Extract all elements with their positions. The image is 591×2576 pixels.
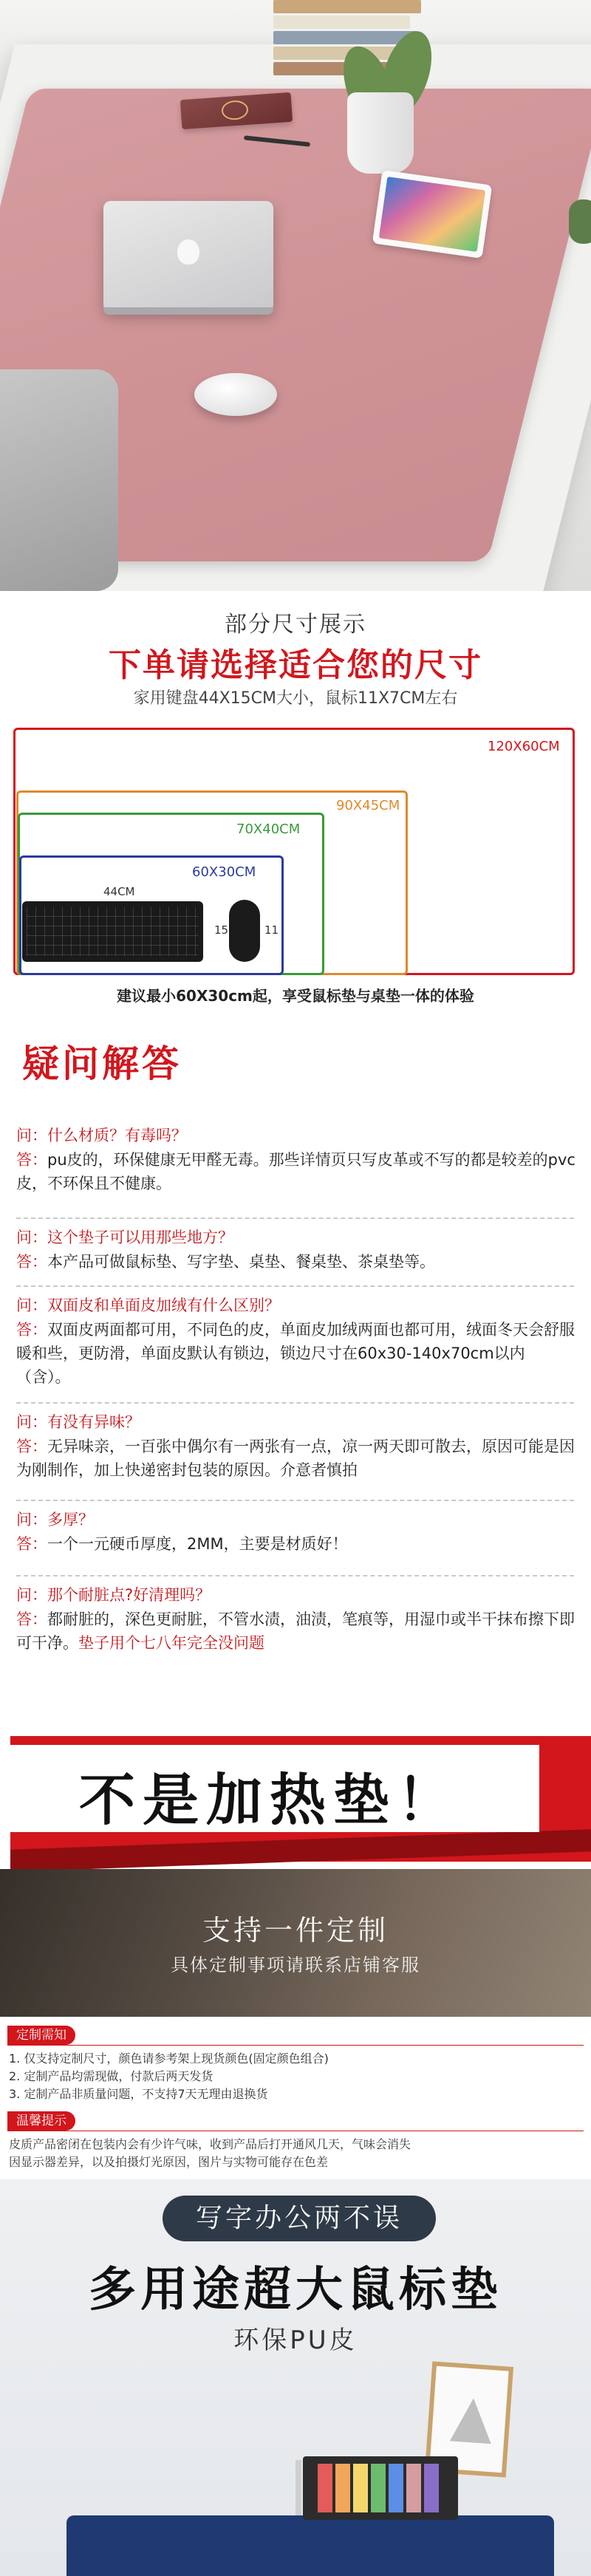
notice-section [0,2017,591,2179]
faq-section [0,1019,591,1736]
size-label-120x60: 120X60CM [488,739,560,754]
plant-pot-image [347,92,414,174]
faq-answer [16,1532,578,1556]
faq-answer [16,1148,578,1195]
custom-subtitle: 具体定制事项请联系店铺客服 [171,1955,420,1975]
faq-divider [16,1575,574,1576]
custom-title: 支持一件定制 [202,1914,389,1947]
emblem-icon [221,100,249,120]
color-swatch [318,2464,332,2512]
keyboard-image [22,901,203,962]
color-swatch [353,2464,368,2512]
answer-prefix: 答： [16,1535,47,1553]
cactus-image [569,199,591,244]
custom-order-banner [0,1869,591,2017]
blue-mousepad-image [66,2515,554,2576]
answer-text: 都耐脏的，深色更耐脏，不管水渍，油渍，笔痕等，用湿巾或半干抹布擦下即可干净。 [16,1610,575,1652]
faq-divider [16,1285,574,1287]
faq-divider [16,1402,574,1404]
size-headline: 下单请选择适合您的尺寸 [109,646,482,684]
keyboard-height-dim: 15 [214,923,229,937]
faq-answer [16,1250,578,1274]
faq-item [16,1123,578,1195]
faq-question: 问：有没有异味？ [16,1413,140,1431]
notice-line: 3. 定制产品非质量问题，不支持7天无理由退换货 [9,2087,268,2101]
not-heating-banner [0,1736,591,1884]
answer-text: 一个一元硬币厚度，2MM，主要是材质好！ [47,1535,348,1553]
answer-text: 双面皮两面都可用，不同色的皮，单面皮加绒两面也都可用，绒面冬天会舒服暖和些，更防滑，单面皮默认有锁边，锁边尺寸在60x30-140x70cm以内（含）。 [16,1321,575,1386]
answer-prefix: 答： [16,1151,47,1169]
custom-notice-tag: 定制需知 [7,2026,75,2045]
faq-item [16,1293,578,1389]
tips-tag: 温馨提示 [7,2111,75,2131]
faq-answer [16,1608,578,1655]
faq-item [16,1582,578,1655]
size-caption: 建议最小60X30cm起，享受鼠标垫与桌垫一体的体验 [117,987,474,1005]
size-label-70x40: 70X40CM [236,821,301,837]
bottom-title: 多用途超大鼠标垫 [89,2263,502,2317]
hero-desk-photo [0,0,591,591]
laptop-edge [103,307,273,315]
answer-prefix: 答： [16,1610,47,1628]
faq-question: 问：什么材质？有毒吗？ [16,1127,187,1144]
faq-question: 问：那个耐脏点?好清理吗？ [16,1586,211,1604]
faq-item [16,1225,578,1274]
banner-text: 不是加热垫！ [79,1767,460,1833]
faq-answer [16,1318,578,1389]
keyboard-width-dim: 44CM [103,885,135,898]
faq-question: 问：多厚？ [16,1511,94,1528]
faq-title: 疑问解答 [22,1042,182,1085]
tag-underline [7,2045,584,2046]
answer-text: 本产品可做鼠标垫、写字垫、桌垫、餐桌垫、茶桌垫等。 [47,1253,435,1271]
size-label-60x30: 60X30CM [192,864,256,880]
answer-prefix: 答： [16,1321,47,1339]
feature-pill: 写字办公两不误 [163,2196,436,2241]
answer-prefix: 答： [16,1253,47,1271]
size-subline: 家用键盘44X15CM大小，鼠标11X7CM左右 [133,689,458,708]
chair-image [0,369,118,591]
laptop-image [103,201,273,312]
faq-answer [16,1435,578,1482]
color-swatch [389,2464,403,2512]
color-swatch [406,2464,421,2512]
bottom-subtitle: 环保PU皮 [233,2326,358,2355]
faq-divider [16,1217,574,1219]
apple-logo-icon [177,239,199,264]
answer-text: pu皮的，环保健康无甲醛无毒。那些详情页只写皮革或不写的都是较差的pvc皮，不环保且不健康。 [16,1151,575,1192]
size-label-90x45: 90X45CM [336,798,400,813]
color-swatch [424,2464,439,2512]
mouse-dim: 11 [264,923,279,937]
size-heading: 部分尺寸展示 [225,612,366,638]
answer-highlight: 垫子用个七八年完全没问题 [78,1634,264,1652]
notice-line: 皮质产品密闭在包装内会有少许气味，收到产品后打开通风几天，气味会消失 [9,2137,411,2151]
mouse-image [229,900,260,962]
faq-item [16,1410,578,1482]
notice-line: 因显示器差异，以及拍摄灯光原因，图片与实物可能存在色差 [9,2155,329,2169]
color-swatch [371,2464,386,2512]
size-section [0,591,591,1019]
notice-line: 1. 仅支持定制尺寸，颜色请参考架上现货颜色(固定颜色组合) [9,2051,329,2066]
faq-item [16,1507,578,1556]
notice-line: 2. 定制产品均需现做，付款后两天发货 [9,2069,213,2083]
color-swatch [335,2464,350,2512]
mouse-image [194,373,277,416]
answer-text: 无异味亲，一百张中偶尔有一两张有一点，凉一两天即可散去，原因可能是因为刚制作，加上快递密封包装的原因。介意者慎拍 [16,1438,575,1479]
tablet-image [372,170,492,259]
bottom-product-banner [0,2179,591,2576]
faq-question: 问：双面皮和单面皮加绒有什么区别？ [16,1296,280,1314]
faq-divider [16,1500,574,1501]
answer-prefix: 答： [16,1438,47,1455]
faq-question: 问：这个垫子可以用那些地方？ [16,1229,233,1246]
